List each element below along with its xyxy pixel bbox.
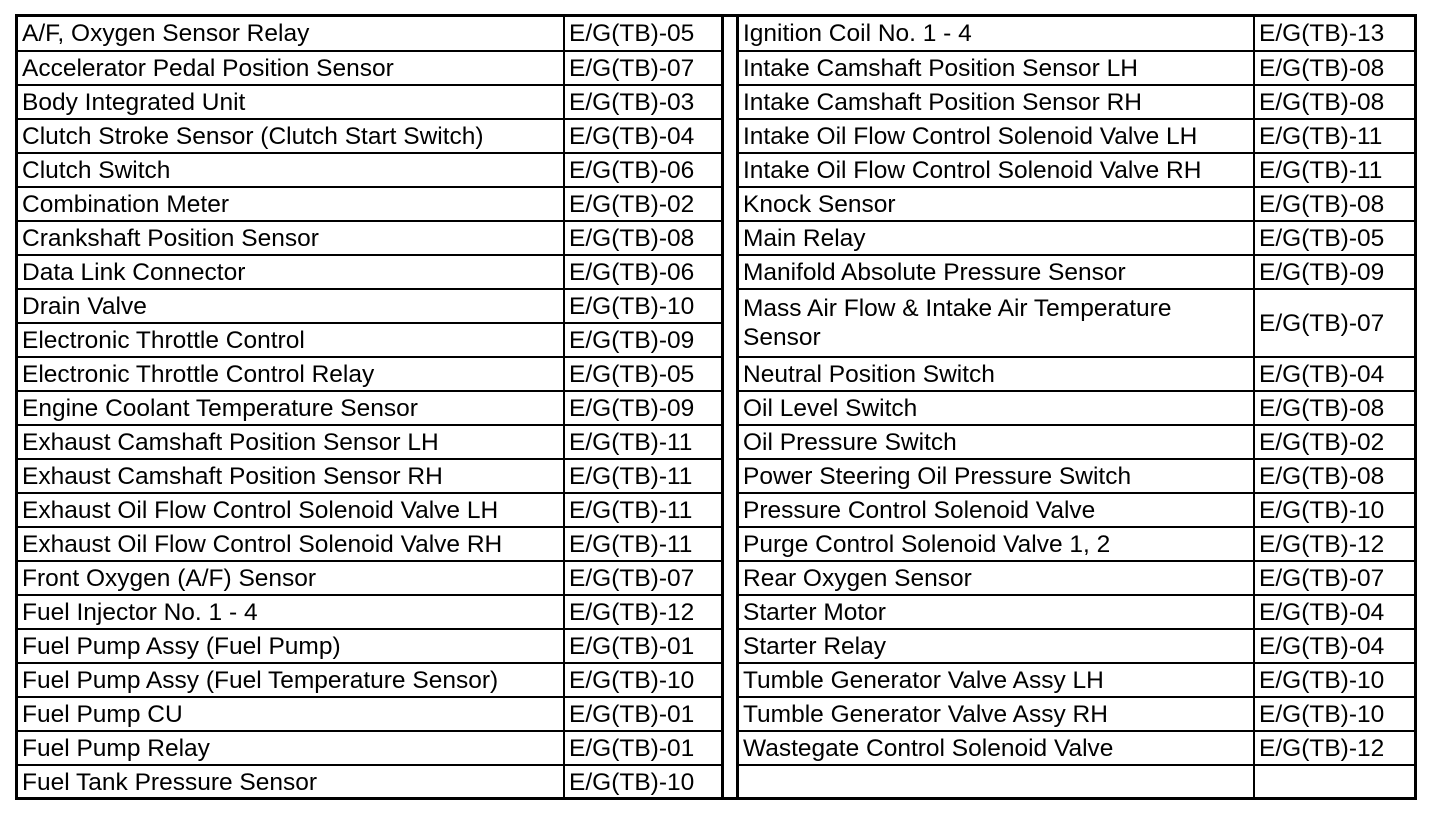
connector-code-cell: E/G(TB)-10: [1254, 663, 1414, 697]
connector-code-cell: E/G(TB)-03: [564, 85, 721, 119]
connector-code-cell: E/G(TB)-10: [1254, 493, 1414, 527]
component-name-cell: Data Link Connector: [18, 255, 564, 289]
table-row: [18, 153, 721, 187]
component-name-cell: Ignition Coil No. 1 - 4: [739, 17, 1254, 51]
table-row: [18, 731, 721, 765]
component-name-cell: Body Integrated Unit: [18, 85, 564, 119]
component-name-cell: Clutch Switch: [18, 153, 564, 187]
table-row: [739, 697, 1414, 731]
component-name-cell: Crankshaft Position Sensor: [18, 221, 564, 255]
table-row: [739, 357, 1414, 391]
component-name-cell: Exhaust Oil Flow Control Solenoid Valve LH: [18, 493, 564, 527]
connector-code-cell: E/G(TB)-13: [1254, 17, 1414, 51]
component-name-cell: Front Oxygen (A/F) Sensor: [18, 561, 564, 595]
component-name-cell: Exhaust Camshaft Position Sensor LH: [18, 425, 564, 459]
table-row: [18, 119, 721, 153]
connector-code-cell: E/G(TB)-11: [564, 459, 721, 493]
table-row: [18, 51, 721, 85]
connector-code-cell: E/G(TB)-01: [564, 697, 721, 731]
table-row: [18, 459, 721, 493]
component-name-cell: Rear Oxygen Sensor: [739, 561, 1254, 595]
connector-code-cell: E/G(TB)-10: [564, 289, 721, 323]
right-table: [739, 17, 1414, 799]
table-row: [739, 391, 1414, 425]
component-name-cell: Fuel Pump CU: [18, 697, 564, 731]
connector-code-cell: E/G(TB)-09: [1254, 255, 1414, 289]
connector-code-cell: E/G(TB)-11: [1254, 153, 1414, 187]
table-row: [18, 289, 721, 323]
connector-code-cell: E/G(TB)-11: [564, 527, 721, 561]
component-name-cell: Intake Camshaft Position Sensor LH: [739, 51, 1254, 85]
component-name-cell: Oil Level Switch: [739, 391, 1254, 425]
component-name-cell: Neutral Position Switch: [739, 357, 1254, 391]
component-name-cell: Manifold Absolute Pressure Sensor: [739, 255, 1254, 289]
component-name-cell: Pressure Control Solenoid Valve: [739, 493, 1254, 527]
connector-code-cell: E/G(TB)-08: [1254, 51, 1414, 85]
connector-code-cell: E/G(TB)-07: [564, 51, 721, 85]
table-row: [739, 221, 1414, 255]
component-name-cell: Fuel Pump Assy (Fuel Temperature Sensor): [18, 663, 564, 697]
component-name-cell: Intake Camshaft Position Sensor RH: [739, 85, 1254, 119]
table-row: [739, 493, 1414, 527]
component-name-cell: Starter Relay: [739, 629, 1254, 663]
table-row: [739, 85, 1414, 119]
component-name-cell: Electronic Throttle Control Relay: [18, 357, 564, 391]
table-row: [739, 187, 1414, 221]
connector-code-cell: E/G(TB)-09: [564, 323, 721, 357]
component-name-cell: Combination Meter: [18, 187, 564, 221]
table-row: [739, 255, 1414, 289]
table-row: [18, 255, 721, 289]
component-name-cell: Oil Pressure Switch: [739, 425, 1254, 459]
connector-code-cell: E/G(TB)-11: [564, 425, 721, 459]
table-row: [18, 17, 721, 51]
component-name-cell: Exhaust Camshaft Position Sensor RH: [18, 459, 564, 493]
table-row: [18, 221, 721, 255]
component-name-cell: Fuel Pump Assy (Fuel Pump): [18, 629, 564, 663]
table-row: [739, 459, 1414, 493]
connector-code-cell: E/G(TB)-06: [564, 153, 721, 187]
table-row: [18, 425, 721, 459]
table-row: [739, 731, 1414, 765]
connector-code-cell: E/G(TB)-04: [1254, 595, 1414, 629]
left-column: [18, 17, 721, 799]
table-row: [739, 153, 1414, 187]
component-name-cell: Tumble Generator Valve Assy RH: [739, 697, 1254, 731]
table-row: [18, 85, 721, 119]
connector-code-cell: E/G(TB)-06: [564, 255, 721, 289]
connector-code-cell: E/G(TB)-10: [1254, 697, 1414, 731]
table-row: [739, 527, 1414, 561]
connector-code-cell: E/G(TB)-05: [564, 357, 721, 391]
table-row: [18, 323, 721, 357]
component-name-cell: Main Relay: [739, 221, 1254, 255]
component-name-cell: Engine Coolant Temperature Sensor: [18, 391, 564, 425]
component-name-cell: Exhaust Oil Flow Control Solenoid Valve RH: [18, 527, 564, 561]
connector-code-cell: E/G(TB)-07: [1254, 289, 1414, 357]
table-row: [18, 357, 721, 391]
table-row: [739, 561, 1414, 595]
connector-code-cell: E/G(TB)-12: [1254, 731, 1414, 765]
component-name-cell: Intake Oil Flow Control Solenoid Valve RH: [739, 153, 1254, 187]
connector-code-cell: E/G(TB)-09: [564, 391, 721, 425]
component-name-cell: Purge Control Solenoid Valve 1, 2: [739, 527, 1254, 561]
connector-code-cell: E/G(TB)-11: [564, 493, 721, 527]
component-name-cell: Power Steering Oil Pressure Switch: [739, 459, 1254, 493]
table-row: [18, 595, 721, 629]
table-row: [739, 17, 1414, 51]
connector-code-cell: E/G(TB)-11: [1254, 119, 1414, 153]
component-name-cell: [739, 765, 1254, 799]
component-name-cell: Drain Valve: [18, 289, 564, 323]
component-name-cell: Fuel Tank Pressure Sensor: [18, 765, 564, 799]
table-row: [18, 391, 721, 425]
connector-code-cell: E/G(TB)-02: [564, 187, 721, 221]
connector-code-cell: E/G(TB)-05: [1254, 221, 1414, 255]
connector-code-cell: E/G(TB)-01: [564, 629, 721, 663]
connector-code-cell: E/G(TB)-04: [564, 119, 721, 153]
table-row: [739, 765, 1414, 799]
table-row: [739, 425, 1414, 459]
connector-code-cell: E/G(TB)-08: [1254, 85, 1414, 119]
component-name-cell: Accelerator Pedal Position Sensor: [18, 51, 564, 85]
connector-code-cell: E/G(TB)-04: [1254, 629, 1414, 663]
table-row: [739, 51, 1414, 85]
component-name-cell: Wastegate Control Solenoid Valve: [739, 731, 1254, 765]
connector-code-cell: E/G(TB)-08: [564, 221, 721, 255]
table-row: [739, 629, 1414, 663]
connector-code-cell: E/G(TB)-07: [564, 561, 721, 595]
connector-code-cell: E/G(TB)-04: [1254, 357, 1414, 391]
component-name-cell: Starter Motor: [739, 595, 1254, 629]
component-name-cell: Tumble Generator Valve Assy LH: [739, 663, 1254, 697]
table-row: [18, 527, 721, 561]
table-row: [18, 765, 721, 799]
connector-code-cell: E/G(TB)-12: [1254, 527, 1414, 561]
component-name-cell: Electronic Throttle Control: [18, 323, 564, 357]
table-row: [18, 697, 721, 731]
component-name-cell: Clutch Stroke Sensor (Clutch Start Switch): [18, 119, 564, 153]
component-name-cell: Knock Sensor: [739, 187, 1254, 221]
right-column: [739, 17, 1414, 799]
component-name-cell: Mass Air Flow & Intake Air Temperature Sensor: [739, 289, 1254, 357]
connector-code-cell: E/G(TB)-12: [564, 595, 721, 629]
left-table: [18, 17, 721, 799]
table-row: [739, 663, 1414, 697]
connector-code-cell: E/G(TB)-08: [1254, 459, 1414, 493]
table-row: [18, 663, 721, 697]
connector-code-cell: E/G(TB)-08: [1254, 391, 1414, 425]
connector-code-cell: E/G(TB)-08: [1254, 187, 1414, 221]
table-row: [739, 119, 1414, 153]
connector-code-cell: E/G(TB)-02: [1254, 425, 1414, 459]
connector-code-cell: E/G(TB)-05: [564, 17, 721, 51]
component-name-cell: Fuel Injector No. 1 - 4: [18, 595, 564, 629]
table-row: [18, 629, 721, 663]
table-row: [18, 493, 721, 527]
column-divider: [721, 17, 739, 797]
component-name-cell: A/F, Oxygen Sensor Relay: [18, 17, 564, 51]
connector-code-cell: E/G(TB)-01: [564, 731, 721, 765]
table-row: [18, 561, 721, 595]
table-row: [739, 595, 1414, 629]
table-row: [18, 187, 721, 221]
component-name-cell: Fuel Pump Relay: [18, 731, 564, 765]
connector-code-cell: [1254, 765, 1414, 799]
connector-code-cell: E/G(TB)-10: [564, 663, 721, 697]
component-name-cell: Intake Oil Flow Control Solenoid Valve LH: [739, 119, 1254, 153]
connector-index-table: [15, 14, 1417, 800]
connector-code-cell: E/G(TB)-10: [564, 765, 721, 799]
connector-code-cell: E/G(TB)-07: [1254, 561, 1414, 595]
table-row: [739, 289, 1414, 357]
